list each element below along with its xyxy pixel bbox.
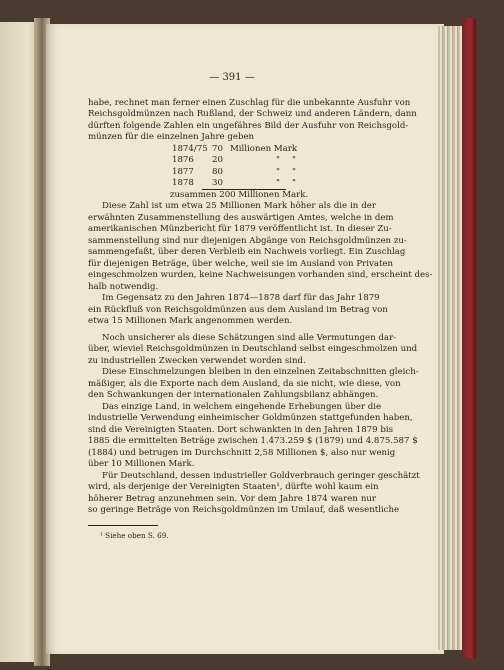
text-line: halb notwendig.: [88, 281, 159, 292]
paragraph-3: [88, 293, 388, 328]
text-line: dürften folgende Zahlen ein ungefähres Bild der Ausfuhr von Reichsgold-: [88, 120, 409, 131]
text-line: ein Rückfluß von Reichsgoldmünzen aus dem Ausland im Betrag von: [88, 304, 388, 315]
ditto-mark: ": [276, 178, 280, 188]
table-unit: Millionen Mark: [230, 143, 298, 154]
export-table: [88, 144, 376, 202]
text-line: Diese Zahl ist um etwa 25 Millionen Mark höher als die in der: [102, 201, 376, 211]
table-row: [88, 155, 376, 167]
footnote: ¹ Siehe oben S. 69.: [100, 530, 169, 540]
text-line: (1884) und betrugen im Durchschnitt 2,58 Millionen $, also nur wenig: [88, 447, 396, 458]
text-line: Noch unsicherer als diese Schätzungen sind alle Vermutungen dar-: [102, 332, 396, 343]
text-line: erwähnten Zusammenstellung des auswärtigen Amtes, welche in dem: [88, 212, 394, 223]
table-year: 1874/75: [172, 143, 208, 154]
text-line: so geringe Beträge von Reichsgoldmünzen im Umlauf, daß wesentliche: [88, 505, 400, 515]
text-line: über, wieviel Reichsgoldmünzen in Deutschland selbst eingeschmolzen und: [88, 344, 418, 354]
page-edges: [438, 26, 464, 650]
text-line: Im Gegensatz zu den Jahren 1874—1878 darf für das Jahr 1879: [102, 293, 380, 303]
table-value: 30: [212, 178, 223, 188]
table-year: 1878: [172, 178, 194, 188]
text-line: über 10 Millionen Mark.: [88, 459, 195, 469]
paragraph-6: [88, 401, 418, 471]
text-line: amerikanischen Münzbericht für 1879 veröffentlicht ist. In dieser Zu-: [88, 224, 392, 234]
table-row: [88, 178, 376, 190]
paragraph-1: [88, 97, 417, 144]
book-cover: [462, 18, 476, 658]
text-line: Für Deutschland, dessen industrieller Goldverbrauch geringer geschätzt: [102, 470, 420, 481]
table-value: 20: [212, 155, 223, 165]
ditto-mark: ": [276, 155, 280, 165]
paragraph-7: [88, 470, 420, 517]
paragraph-2: [88, 201, 433, 293]
total-label: zusammen: [170, 189, 217, 200]
ditto-mark: ": [276, 166, 280, 177]
text-line: münzen für die einzelnen Jahre geben: [88, 132, 255, 142]
text-line: für diejenigen Beträge, über welche, weil sie im Ausland von Privaten: [88, 258, 394, 269]
table-row: [88, 144, 376, 156]
total-value: 200: [219, 189, 236, 200]
text-line: mäßiger, als die Exporte nach dem Ausland, da sie nicht, wie diese, von: [88, 378, 401, 389]
text-line: sammengefaßt, über deren Verbleib ein Nachweis vorliegt. Ein Zuschlag: [88, 247, 406, 257]
text-line: Reichsgoldmünzen nach Rußland, der Schweiz und anderen Ländern, dann: [88, 109, 417, 119]
ditto-mark: ": [292, 166, 296, 177]
paragraph-5: [88, 367, 419, 402]
footnote-rule: [88, 525, 158, 526]
text-line: eingeschmolzen wurden, keine Nachweisungen vorhanden sind, erscheint des-: [88, 270, 433, 280]
ditto-mark: ": [292, 155, 296, 165]
table-total: [88, 190, 376, 202]
text-line: industrielle Verwendung einheimischer Goldmünzen stattgefunden haben,: [88, 413, 413, 423]
table-row: [88, 167, 376, 179]
text-line: sammenstellung sind nur diejenigen Abgänge von Reichsgoldmünzen zu-: [88, 235, 407, 246]
table-value: 70: [212, 143, 223, 154]
text-line: höherer Betrag anzunehmen sein. Vor dem Jahre 1874 waren nur: [88, 493, 376, 504]
text-line: wird, als derjenige der Vereinigten Staaten¹, dürfte wohl kaum ein: [88, 482, 379, 492]
text-line: zu industriellen Zwecken verwendet worden sind.: [88, 355, 306, 366]
total-unit: Millionen Mark.: [238, 189, 309, 200]
text-line: 1885 die ermittelten Beträge zwischen 1.473.259 $ (1879) und 4.875.587 $: [88, 436, 418, 446]
table-year: 1877: [172, 166, 194, 177]
text-line: Das einzige Land, in welchem eingehende Erhebungen über die: [102, 401, 382, 412]
paragraph-4: [88, 332, 418, 368]
table-value: 80: [212, 166, 223, 177]
table-year: 1876: [172, 155, 194, 165]
ditto-mark: ": [292, 178, 296, 188]
text-line: Diese Einschmelzungen bleiben in den einzelnen Zeitabschnitten gleich-: [102, 367, 419, 377]
sum-rule: [202, 189, 286, 190]
page-number: — 391 —: [209, 72, 255, 83]
text-line: etwa 15 Millionen Mark angenommen werden.: [88, 316, 293, 326]
text-line: sind die Vereinigten Staaten. Dort schwankten in den Jahren 1879 bis: [88, 424, 393, 435]
text-line: den Schwankungen der internationalen Zahlungsbilanz abhängen.: [88, 390, 379, 400]
text-line: habe, rechnet man ferner einen Zuschlag für die unbekannte Ausfuhr von: [88, 97, 411, 108]
page-text: [88, 72, 433, 541]
